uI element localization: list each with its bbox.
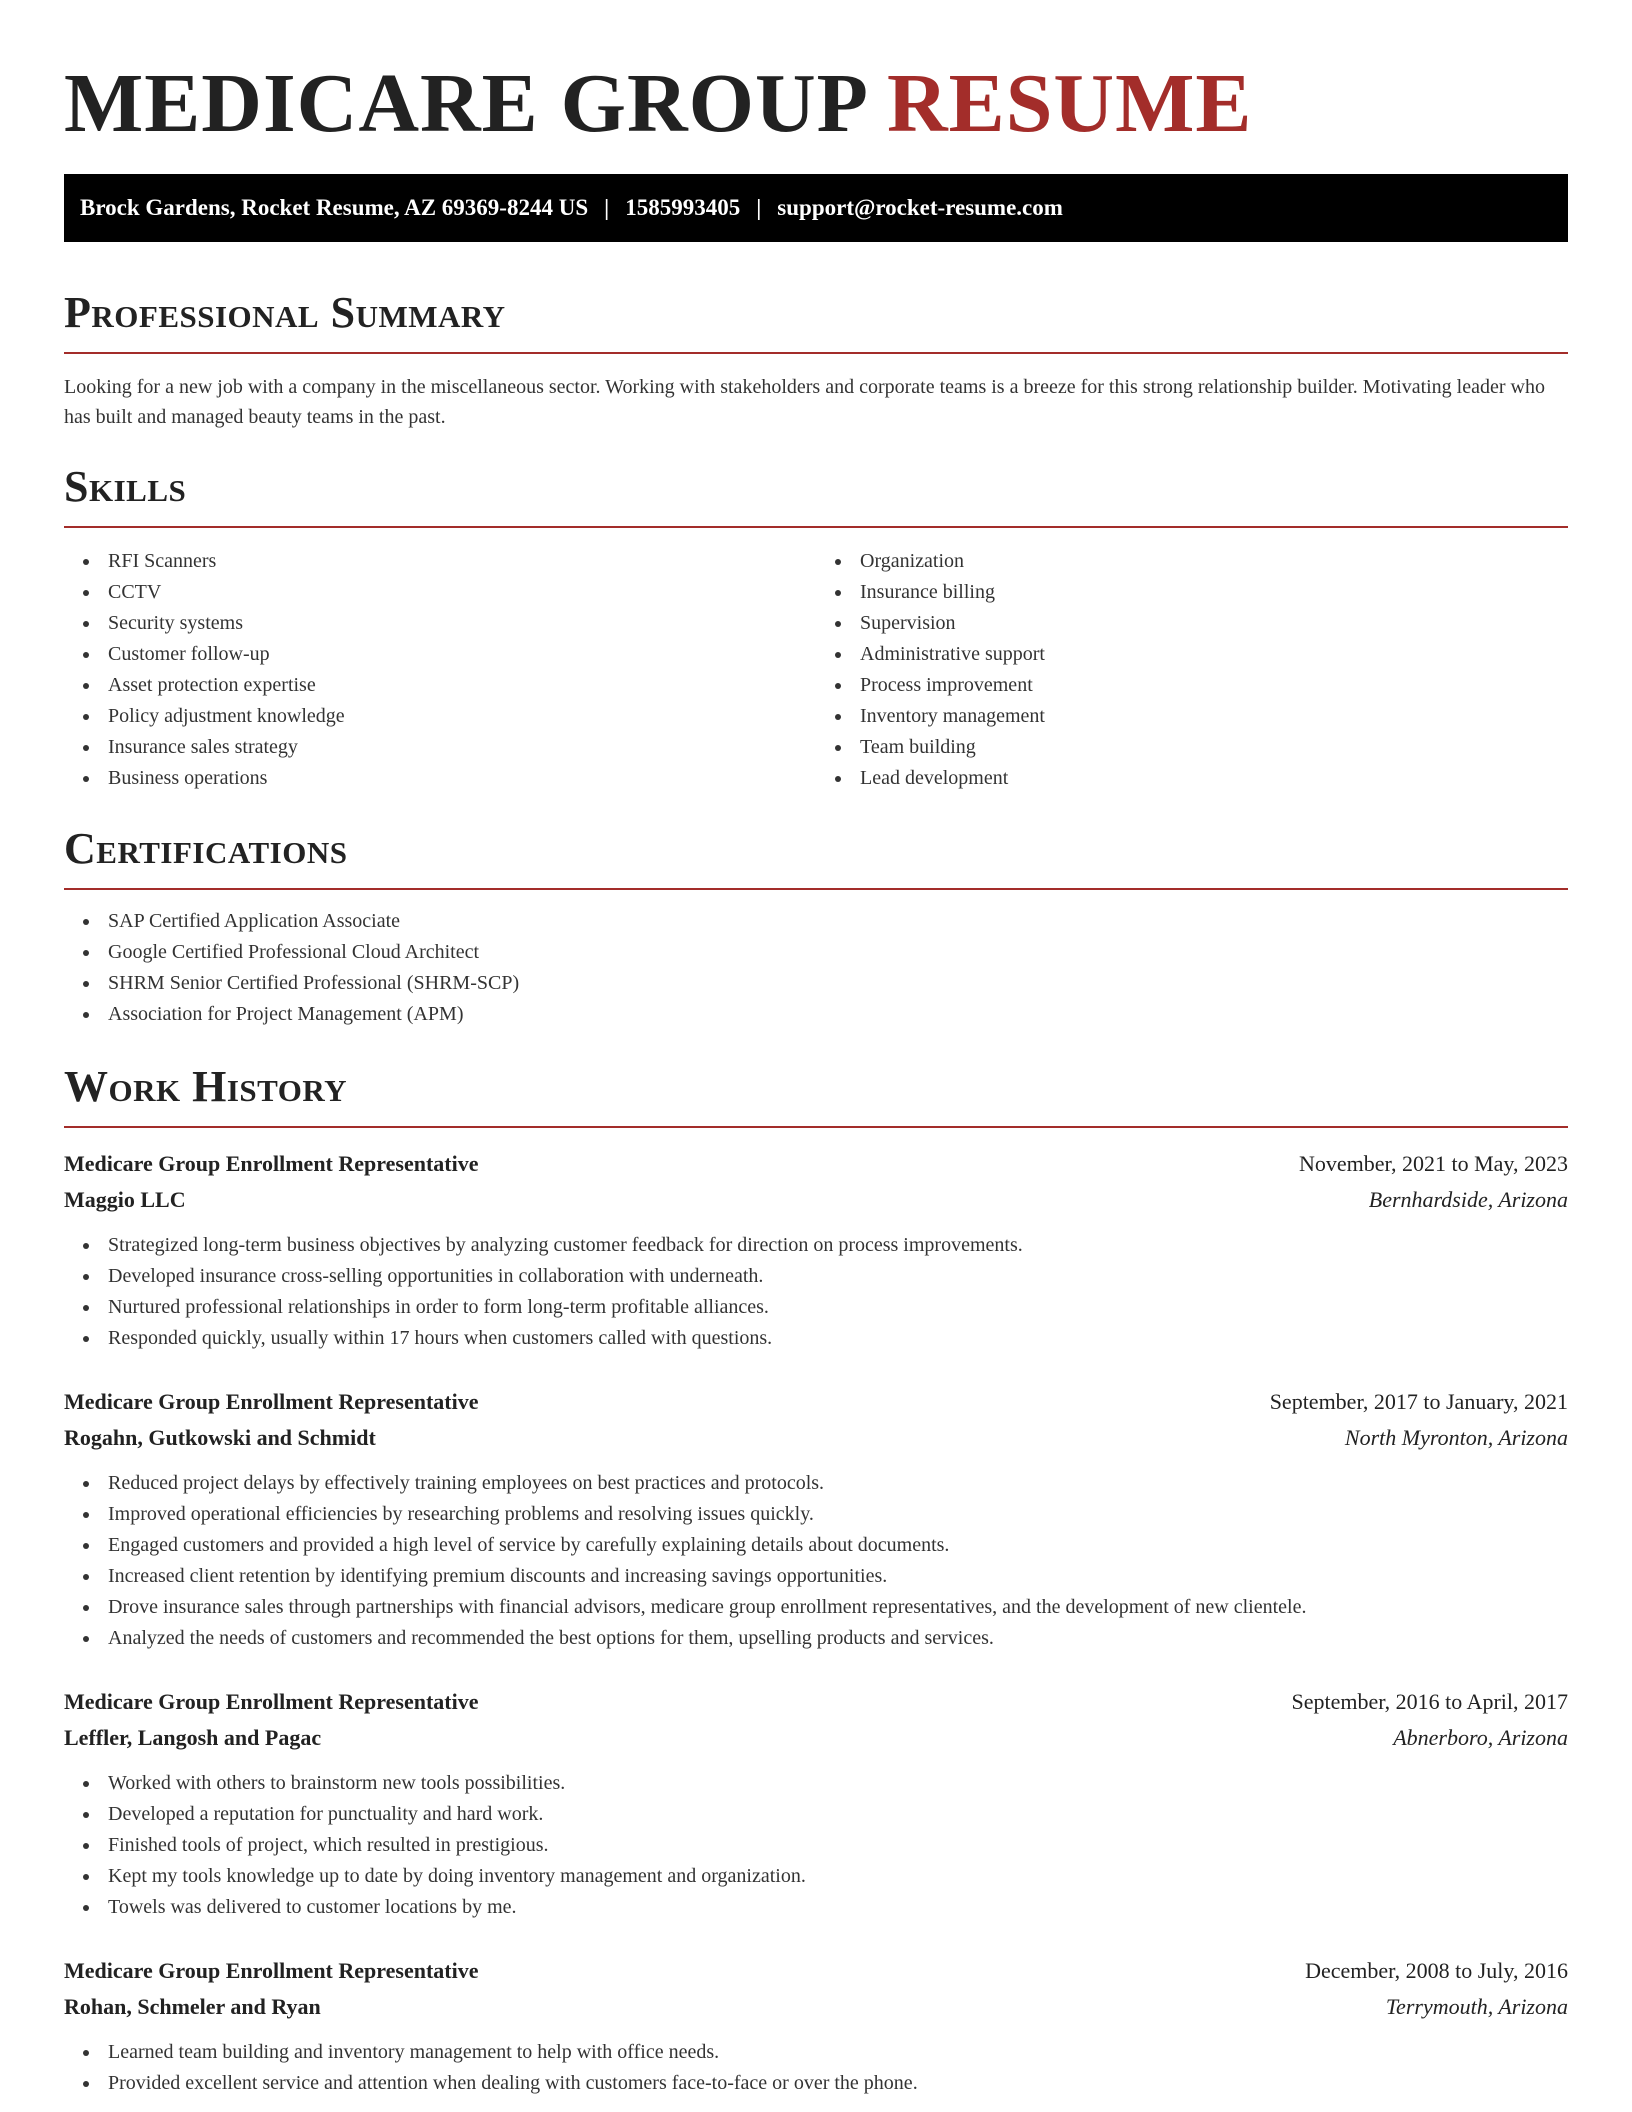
job-duty-item: Strategized long-term business objectives by analyzing customer feedback for direction on process improvements. [64,1230,1568,1261]
job-dates: September, 2017 to January, 2021 [1269,1389,1568,1414]
section-heading-skills: Skills [64,462,187,511]
skills-list-right [816,546,1568,794]
skill-item: CCTV [64,577,816,608]
section-heading-work-history: Work History [64,1062,348,1111]
skill-item: Asset protection expertise [64,670,816,701]
resume-title [64,0,1568,150]
certification-item: SHRM Senior Certified Professional (SHRM-SCP) [64,968,1568,999]
job-duty-item: Worked with others to brainstorm new tools possibilities. [64,1768,1568,1799]
contact-email: support@rocket-resume.com [777,195,1063,220]
job-duties-list [64,1230,1568,1354]
skill-item: Inventory management [816,701,1568,732]
certification-item: SAP Certified Application Associate [64,906,1568,937]
job-duty-item: Kept my tools knowledge up to date by doing inventory management and organization. [64,1861,1568,1892]
skill-item: Process improvement [816,670,1568,701]
job-location: North Myronton, Arizona [1344,1425,1568,1450]
skill-item: Customer follow-up [64,639,816,670]
section-divider [64,888,1568,890]
contact-phone: 1585993405 [625,195,741,220]
job-company: Leffler, Langosh and Pagac [64,1725,322,1750]
summary-section [64,288,1568,432]
contact-separator: | [756,195,762,220]
job-company: Rogahn, Gutkowski and Schmidt [64,1425,376,1450]
title-part-accent: RESUME [887,57,1253,150]
job-title: Medicare Group Enrollment Representative [64,1689,479,1714]
contact-bar [64,174,1568,242]
job-company-row [64,1420,1568,1456]
skills-columns [64,546,1568,794]
job-duty-item: Developed a reputation for punctuality and hard work. [64,1799,1568,1830]
job-duty-item: Improved operational efficiencies by researching problems and resolving issues quickly. [64,1499,1568,1530]
job-title: Medicare Group Enrollment Representative [64,1151,479,1176]
section-heading-summary: Professional Summary [64,288,506,337]
skill-item: Team building [816,732,1568,763]
job-dates: September, 2016 to April, 2017 [1291,1689,1568,1714]
job-duty-item: Reduced project delays by effectively training employees on best practices and protocols. [64,1468,1568,1499]
skill-item: Administrative support [816,639,1568,670]
job-location: Bernhardside, Arizona [1368,1187,1568,1212]
job-entry [64,1684,1568,1923]
job-duties-list [64,2037,1568,2099]
job-entry [64,1384,1568,1654]
title-part-main: MEDICARE GROUP [64,57,869,150]
section-divider [64,352,1568,354]
job-duty-item: Engaged customers and provided a high level of service by carefully explaining details about documents. [64,1530,1568,1561]
job-list [64,1146,1568,2099]
job-header-row [64,1953,1568,1989]
certification-item: Association for Project Management (APM) [64,999,1568,1030]
summary-text: Looking for a new job with a company in the miscellaneous sector. Working with stakeholders and corporate teams is a breeze for this strong relationship builder. Motivating leader who has built and managed beauty teams in the past. [64,376,1545,428]
job-duty-item: Provided excellent service and attention when dealing with customers face-to-face or over the phone. [64,2068,1568,2099]
skill-item: Organization [816,546,1568,577]
skill-item: Business operations [64,763,816,794]
section-divider [64,1126,1568,1128]
skill-item: Insurance sales strategy [64,732,816,763]
job-dates: December, 2008 to July, 2016 [1305,1958,1568,1983]
job-location: Terrymouth, Arizona [1385,1994,1568,2019]
job-duty-item: Finished tools of project, which resulted in prestigious. [64,1830,1568,1861]
section-divider [64,526,1568,528]
section-heading-certifications: Certifications [64,824,348,873]
job-title: Medicare Group Enrollment Representative [64,1389,479,1414]
job-company: Maggio LLC [64,1187,186,1212]
job-entry [64,1146,1568,1354]
skills-list-left [64,546,816,794]
job-company: Rohan, Schmeler and Ryan [64,1994,321,2019]
job-header-row [64,1384,1568,1420]
work-history-section [64,1062,1568,2099]
job-duties-list [64,1768,1568,1923]
skill-item: Security systems [64,608,816,639]
skills-section [64,462,1568,794]
job-duty-item: Responded quickly, usually within 17 hours when customers called with questions. [64,1323,1568,1354]
job-duties-list [64,1468,1568,1654]
job-header-row [64,1146,1568,1182]
job-dates: November, 2021 to May, 2023 [1299,1151,1568,1176]
contact-separator: | [604,195,610,220]
contact-address: Brock Gardens, Rocket Resume, AZ 69369-8244 US [80,195,589,220]
job-location: Abnerboro, Arizona [1393,1725,1568,1750]
skill-item: RFI Scanners [64,546,816,577]
skill-item: Insurance billing [816,577,1568,608]
job-entry [64,1953,1568,2099]
certification-item: Google Certified Professional Cloud Architect [64,937,1568,968]
job-duty-item: Learned team building and inventory management to help with office needs. [64,2037,1568,2068]
job-duty-item: Nurtured professional relationships in order to form long-term profitable alliances. [64,1292,1568,1323]
job-company-row [64,1989,1568,2025]
job-duty-item: Drove insurance sales through partnerships with financial advisors, medicare group enrollment representatives, and the development of new clientele. [64,1592,1568,1623]
job-duty-item: Developed insurance cross-selling opportunities in collaboration with underneath. [64,1261,1568,1292]
skill-item: Policy adjustment knowledge [64,701,816,732]
skill-item: Supervision [816,608,1568,639]
job-company-row [64,1720,1568,1756]
certifications-section [64,824,1568,1030]
skill-item: Lead development [816,763,1568,794]
job-duty-item: Increased client retention by identifying premium discounts and increasing savings opportunities. [64,1561,1568,1592]
job-header-row [64,1684,1568,1720]
certifications-list [64,906,1568,1030]
job-duty-item: Analyzed the needs of customers and recommended the best options for them, upselling products and services. [64,1623,1568,1654]
job-company-row [64,1182,1568,1218]
job-duty-item: Towels was delivered to customer locations by me. [64,1892,1568,1923]
job-title: Medicare Group Enrollment Representative [64,1958,479,1983]
